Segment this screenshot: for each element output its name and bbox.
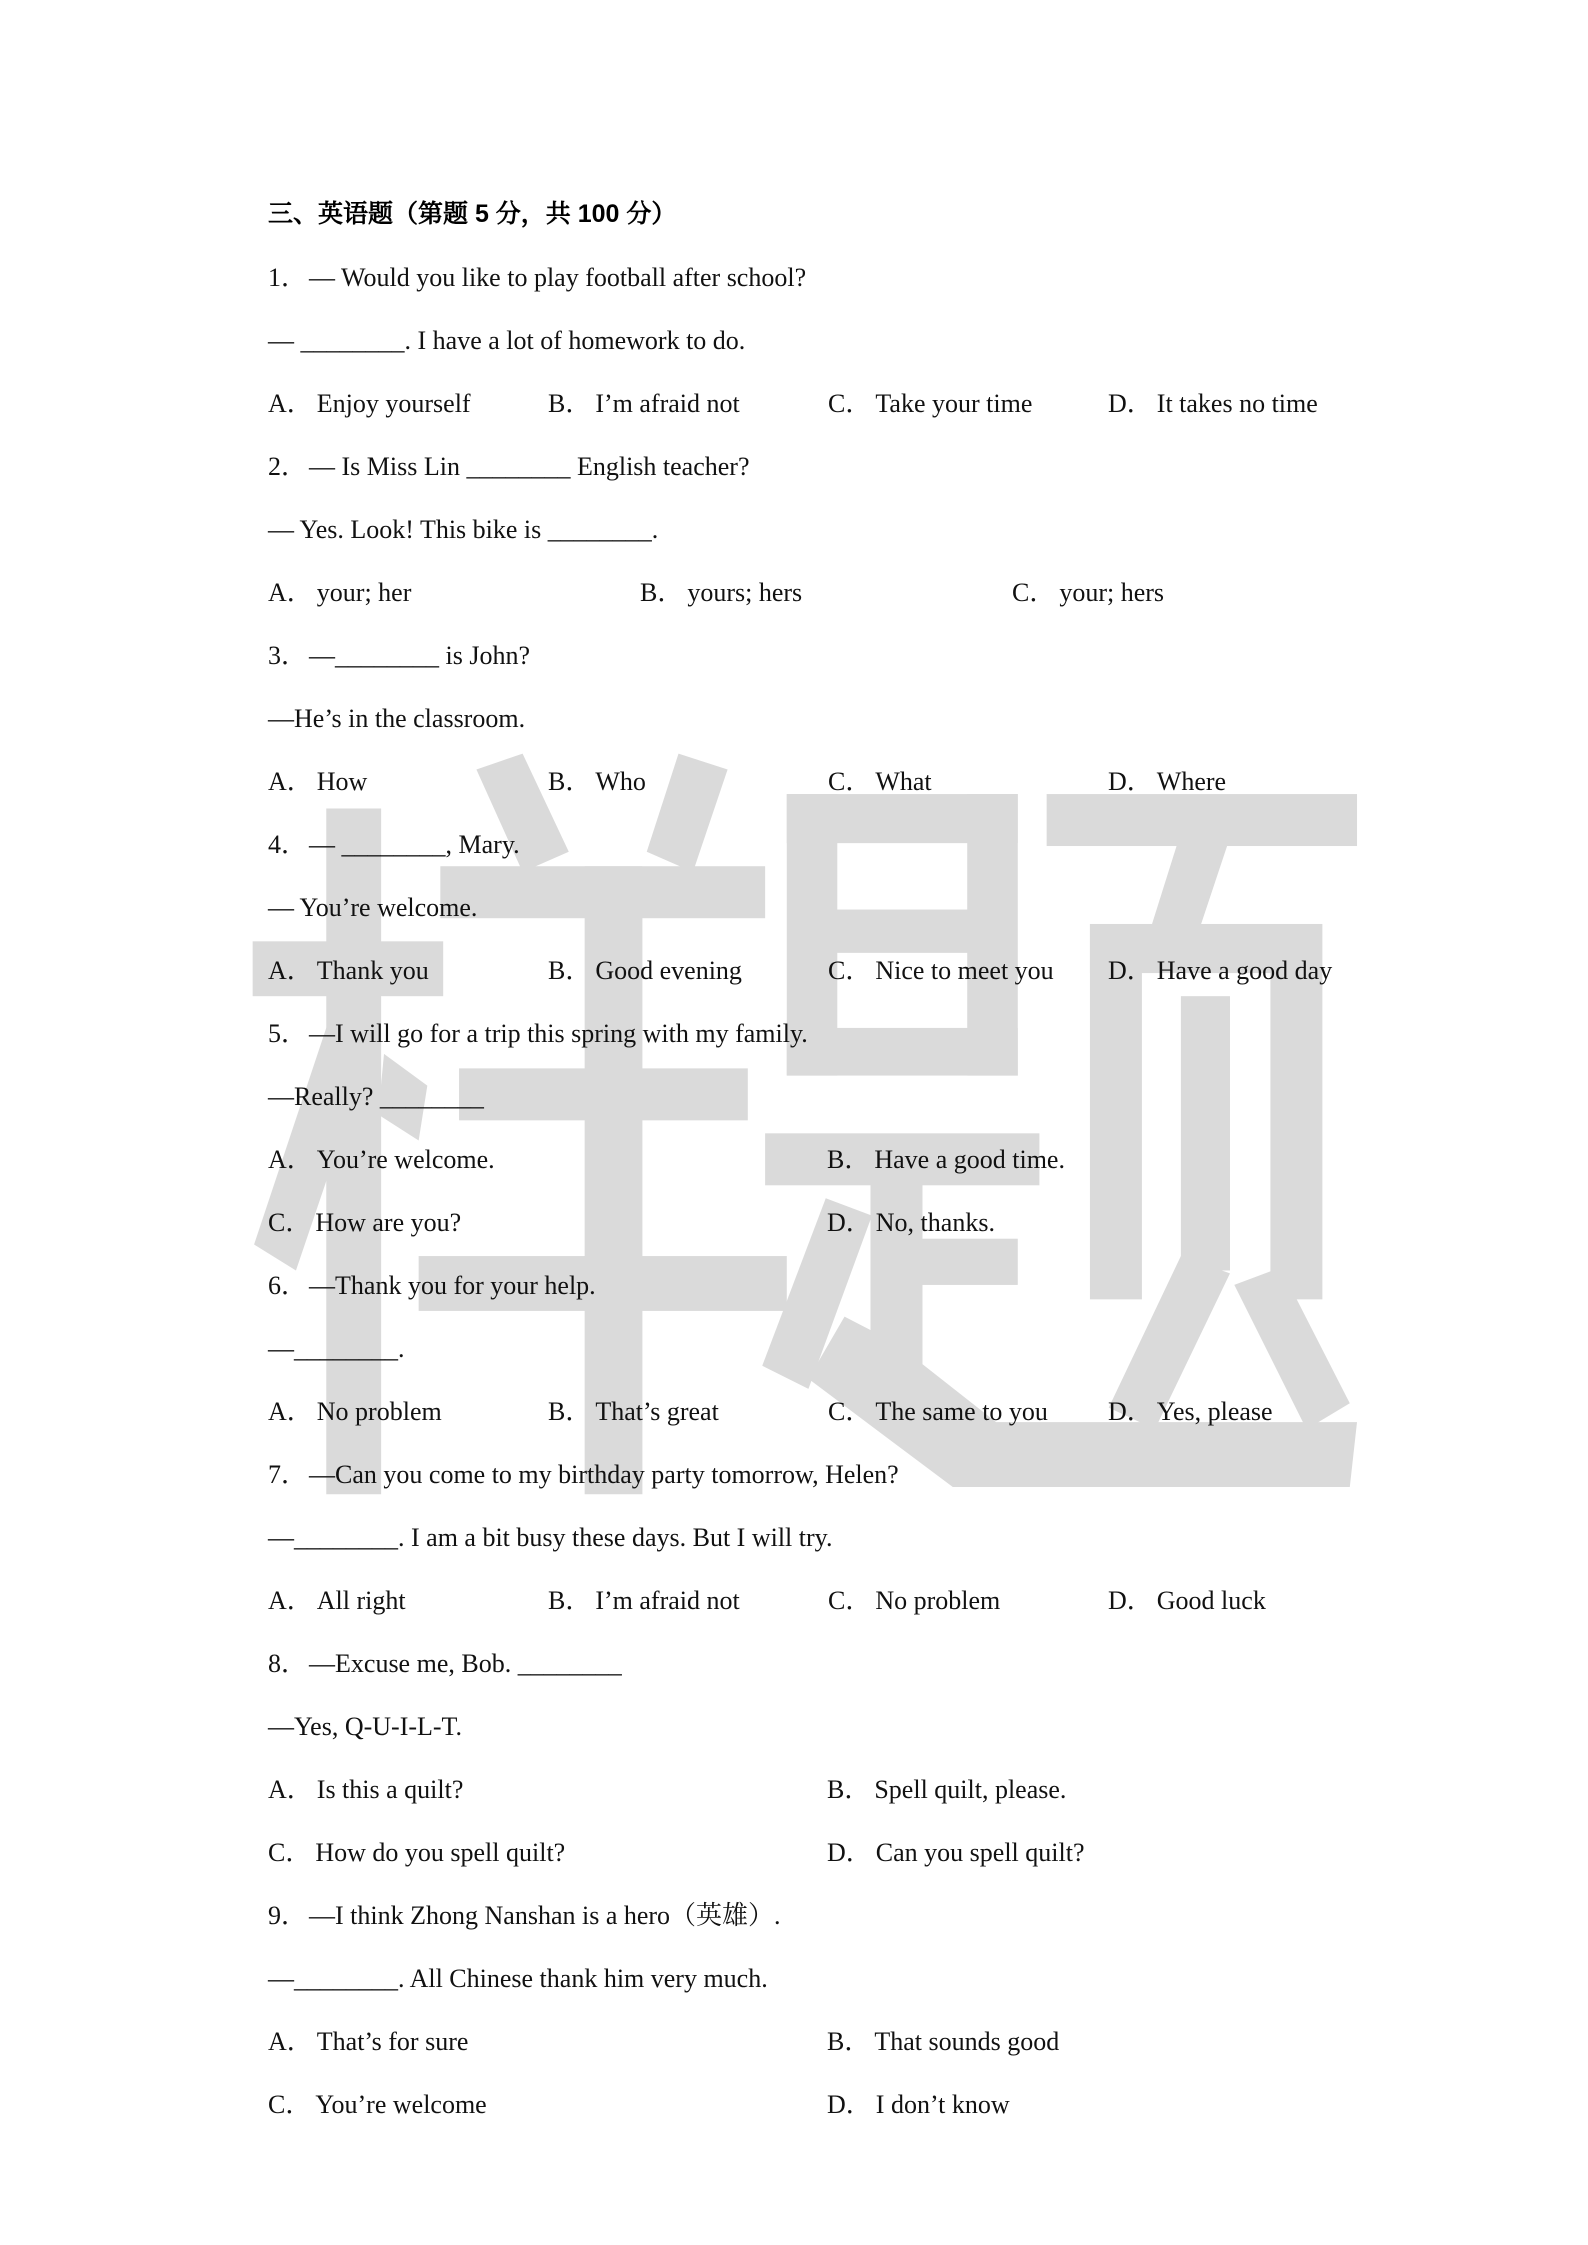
options <box>268 1380 1428 1443</box>
question-6 <box>268 1254 1428 1443</box>
section-title: 三、英语题（第题 5 分，共 100 分） <box>268 200 677 228</box>
option-b <box>827 1758 1386 1821</box>
option-letter: A． <box>268 1145 313 1174</box>
option-letter: C． <box>828 767 872 796</box>
option-b <box>548 1380 828 1443</box>
question-number: 5． <box>268 1019 308 1048</box>
option-letter: A． <box>268 2027 313 2056</box>
option-text: Take your time <box>875 389 1033 418</box>
prompt-text: —I will go for a trip this spring with my family. <box>309 1019 808 1048</box>
option-text: How are you? <box>315 1208 462 1237</box>
option-text: Can you spell quilt? <box>875 1838 1085 1867</box>
option-text: yours; hers <box>687 578 803 607</box>
option-c <box>1012 561 1384 624</box>
option-letter: A． <box>268 578 313 607</box>
option-text: Nice to meet you <box>875 956 1054 985</box>
prompt-text: —I think Zhong Nanshan is a hero（英雄）. <box>309 1901 781 1930</box>
option-b <box>548 750 828 813</box>
option-text: Yes, please <box>1156 1397 1273 1426</box>
option-text: No, thanks. <box>875 1208 995 1237</box>
question-reply: —Yes, Q-U-I-L-T. <box>268 1712 463 1741</box>
option-letter: A． <box>268 956 313 985</box>
option-a <box>268 1128 827 1191</box>
question-prompt <box>268 435 1428 498</box>
option-c <box>268 1821 827 1884</box>
question-prompt <box>268 246 1428 309</box>
option-a <box>268 561 640 624</box>
question-prompt <box>268 813 1428 876</box>
prompt-text: —Excuse me, Bob. ________ <box>309 1649 622 1678</box>
question-7 <box>268 1443 1428 1632</box>
question-2 <box>268 435 1428 624</box>
option-text: Have a good time. <box>874 1145 1065 1174</box>
option-letter: B． <box>640 578 684 607</box>
exam-content <box>268 183 1428 2136</box>
question-prompt <box>268 1443 1428 1506</box>
question-number: 7． <box>268 1460 308 1489</box>
option-letter: C． <box>828 1397 872 1426</box>
options <box>268 1758 1428 1884</box>
option-a <box>268 1569 548 1632</box>
option-text: That’s great <box>595 1397 719 1426</box>
option-d <box>827 1821 1386 1884</box>
option-d <box>1108 1380 1388 1443</box>
option-text: The same to you <box>875 1397 1048 1426</box>
option-letter: D． <box>1108 1397 1153 1426</box>
option-text: Have a good day <box>1156 956 1333 985</box>
question-4 <box>268 813 1428 1002</box>
option-c <box>828 939 1108 1002</box>
option-a <box>268 1758 827 1821</box>
options <box>268 1569 1428 1632</box>
option-text: You’re welcome <box>315 2090 487 2119</box>
question-number: 6． <box>268 1271 308 1300</box>
question-number: 3． <box>268 641 308 670</box>
option-letter: B． <box>548 1586 592 1615</box>
option-letter: D． <box>827 2090 872 2119</box>
option-letter: C． <box>828 956 872 985</box>
prompt-text: —Thank you for your help. <box>309 1271 596 1300</box>
question-prompt <box>268 1632 1428 1695</box>
option-text: What <box>875 767 932 796</box>
option-text: You’re welcome. <box>316 1145 495 1174</box>
option-text: Thank you <box>316 956 429 985</box>
option-letter: D． <box>1108 1586 1153 1615</box>
prompt-text: — ________, Mary. <box>309 830 520 859</box>
option-letter: D． <box>827 1838 872 1867</box>
options <box>268 939 1428 1002</box>
option-text: It takes no time <box>1156 389 1318 418</box>
option-text: No problem <box>875 1586 1001 1615</box>
option-letter: B． <box>827 1145 871 1174</box>
option-letter: A． <box>268 767 313 796</box>
prompt-text: —________ is John? <box>309 641 531 670</box>
option-letter: A． <box>268 1397 313 1426</box>
option-d <box>1108 1569 1388 1632</box>
question-3 <box>268 624 1428 813</box>
option-text: How <box>316 767 368 796</box>
option-text: I don’t know <box>875 2090 1010 2119</box>
question-prompt <box>268 1254 1428 1317</box>
question-prompt <box>268 1884 1428 1947</box>
option-letter: C． <box>1012 578 1056 607</box>
option-b <box>827 2010 1386 2073</box>
option-letter: B． <box>827 2027 871 2056</box>
option-letter: D． <box>1108 767 1153 796</box>
option-text: Good evening <box>595 956 742 985</box>
option-c <box>828 750 1108 813</box>
options <box>268 372 1428 435</box>
option-text: Is this a quilt? <box>316 1775 464 1804</box>
question-reply: —________. I am a bit busy these days. But I will try. <box>268 1523 833 1552</box>
option-d <box>1108 939 1388 1002</box>
question-number: 9． <box>268 1901 308 1930</box>
option-letter: B． <box>548 389 592 418</box>
prompt-text: — Would you like to play football after school? <box>309 263 807 292</box>
option-b <box>548 372 828 435</box>
option-d <box>827 2073 1386 2136</box>
option-a <box>268 372 548 435</box>
option-b <box>827 1128 1386 1191</box>
option-c <box>828 1380 1108 1443</box>
option-letter: D． <box>1108 389 1153 418</box>
option-letter: C． <box>268 1208 312 1237</box>
question-reply: — You’re welcome. <box>268 893 478 922</box>
option-text: Spell quilt, please. <box>874 1775 1067 1804</box>
options <box>268 750 1428 813</box>
question-1 <box>268 246 1428 435</box>
question-reply: —Really? ________ <box>268 1082 484 1111</box>
option-text: How do you spell quilt? <box>315 1838 566 1867</box>
option-letter: B． <box>548 956 592 985</box>
option-letter: D． <box>827 1208 872 1237</box>
option-c <box>268 1191 827 1254</box>
options <box>268 2010 1428 2136</box>
option-d <box>1108 372 1388 435</box>
option-c <box>828 1569 1108 1632</box>
option-text: That’s for sure <box>316 2027 469 2056</box>
option-text: That sounds good <box>874 2027 1060 2056</box>
option-text: Good luck <box>1156 1586 1266 1615</box>
question-reply: —________. All Chinese thank him very much. <box>268 1964 768 1993</box>
option-text: I’m afraid not <box>595 389 740 418</box>
option-text: Enjoy yourself <box>316 389 471 418</box>
option-letter: C． <box>268 2090 312 2119</box>
option-b <box>548 939 828 1002</box>
option-b <box>640 561 1012 624</box>
option-text: All right <box>316 1586 406 1615</box>
question-prompt <box>268 624 1428 687</box>
option-text: your; her <box>316 578 412 607</box>
prompt-text: —Can you come to my birthday party tomorrow, Helen? <box>309 1460 899 1489</box>
prompt-text: — Is Miss Lin ________ English teacher? <box>309 452 750 481</box>
option-c <box>268 2073 827 2136</box>
option-text: your; hers <box>1059 578 1165 607</box>
question-number: 4． <box>268 830 308 859</box>
option-letter: B． <box>827 1775 871 1804</box>
option-d <box>827 1191 1386 1254</box>
option-letter: C． <box>828 389 872 418</box>
option-a <box>268 939 548 1002</box>
question-5 <box>268 1002 1428 1254</box>
question-reply: — ________. I have a lot of homework to do. <box>268 326 746 355</box>
question-reply: — Yes. Look! This bike is ________. <box>268 515 659 544</box>
options <box>268 561 1428 624</box>
option-letter: C． <box>268 1838 312 1867</box>
option-text: Who <box>595 767 646 796</box>
question-number: 2． <box>268 452 308 481</box>
option-a <box>268 750 548 813</box>
option-c <box>828 372 1108 435</box>
option-a <box>268 2010 827 2073</box>
option-letter: C． <box>828 1586 872 1615</box>
question-number: 1． <box>268 263 308 292</box>
option-text: Where <box>1156 767 1227 796</box>
question-reply: —________. <box>268 1334 405 1363</box>
option-letter: A． <box>268 389 313 418</box>
option-a <box>268 1380 548 1443</box>
option-letter: B． <box>548 1397 592 1426</box>
option-letter: B． <box>548 767 592 796</box>
option-text: No problem <box>316 1397 442 1426</box>
question-reply: —He’s in the classroom. <box>268 704 526 733</box>
question-9 <box>268 1884 1428 2136</box>
question-8 <box>268 1632 1428 1884</box>
option-letter: A． <box>268 1775 313 1804</box>
option-d <box>1108 750 1388 813</box>
option-letter: A． <box>268 1586 313 1615</box>
question-number: 8． <box>268 1649 308 1678</box>
option-text: I’m afraid not <box>595 1586 740 1615</box>
options <box>268 1128 1428 1254</box>
option-b <box>548 1569 828 1632</box>
question-prompt <box>268 1002 1428 1065</box>
option-letter: D． <box>1108 956 1153 985</box>
